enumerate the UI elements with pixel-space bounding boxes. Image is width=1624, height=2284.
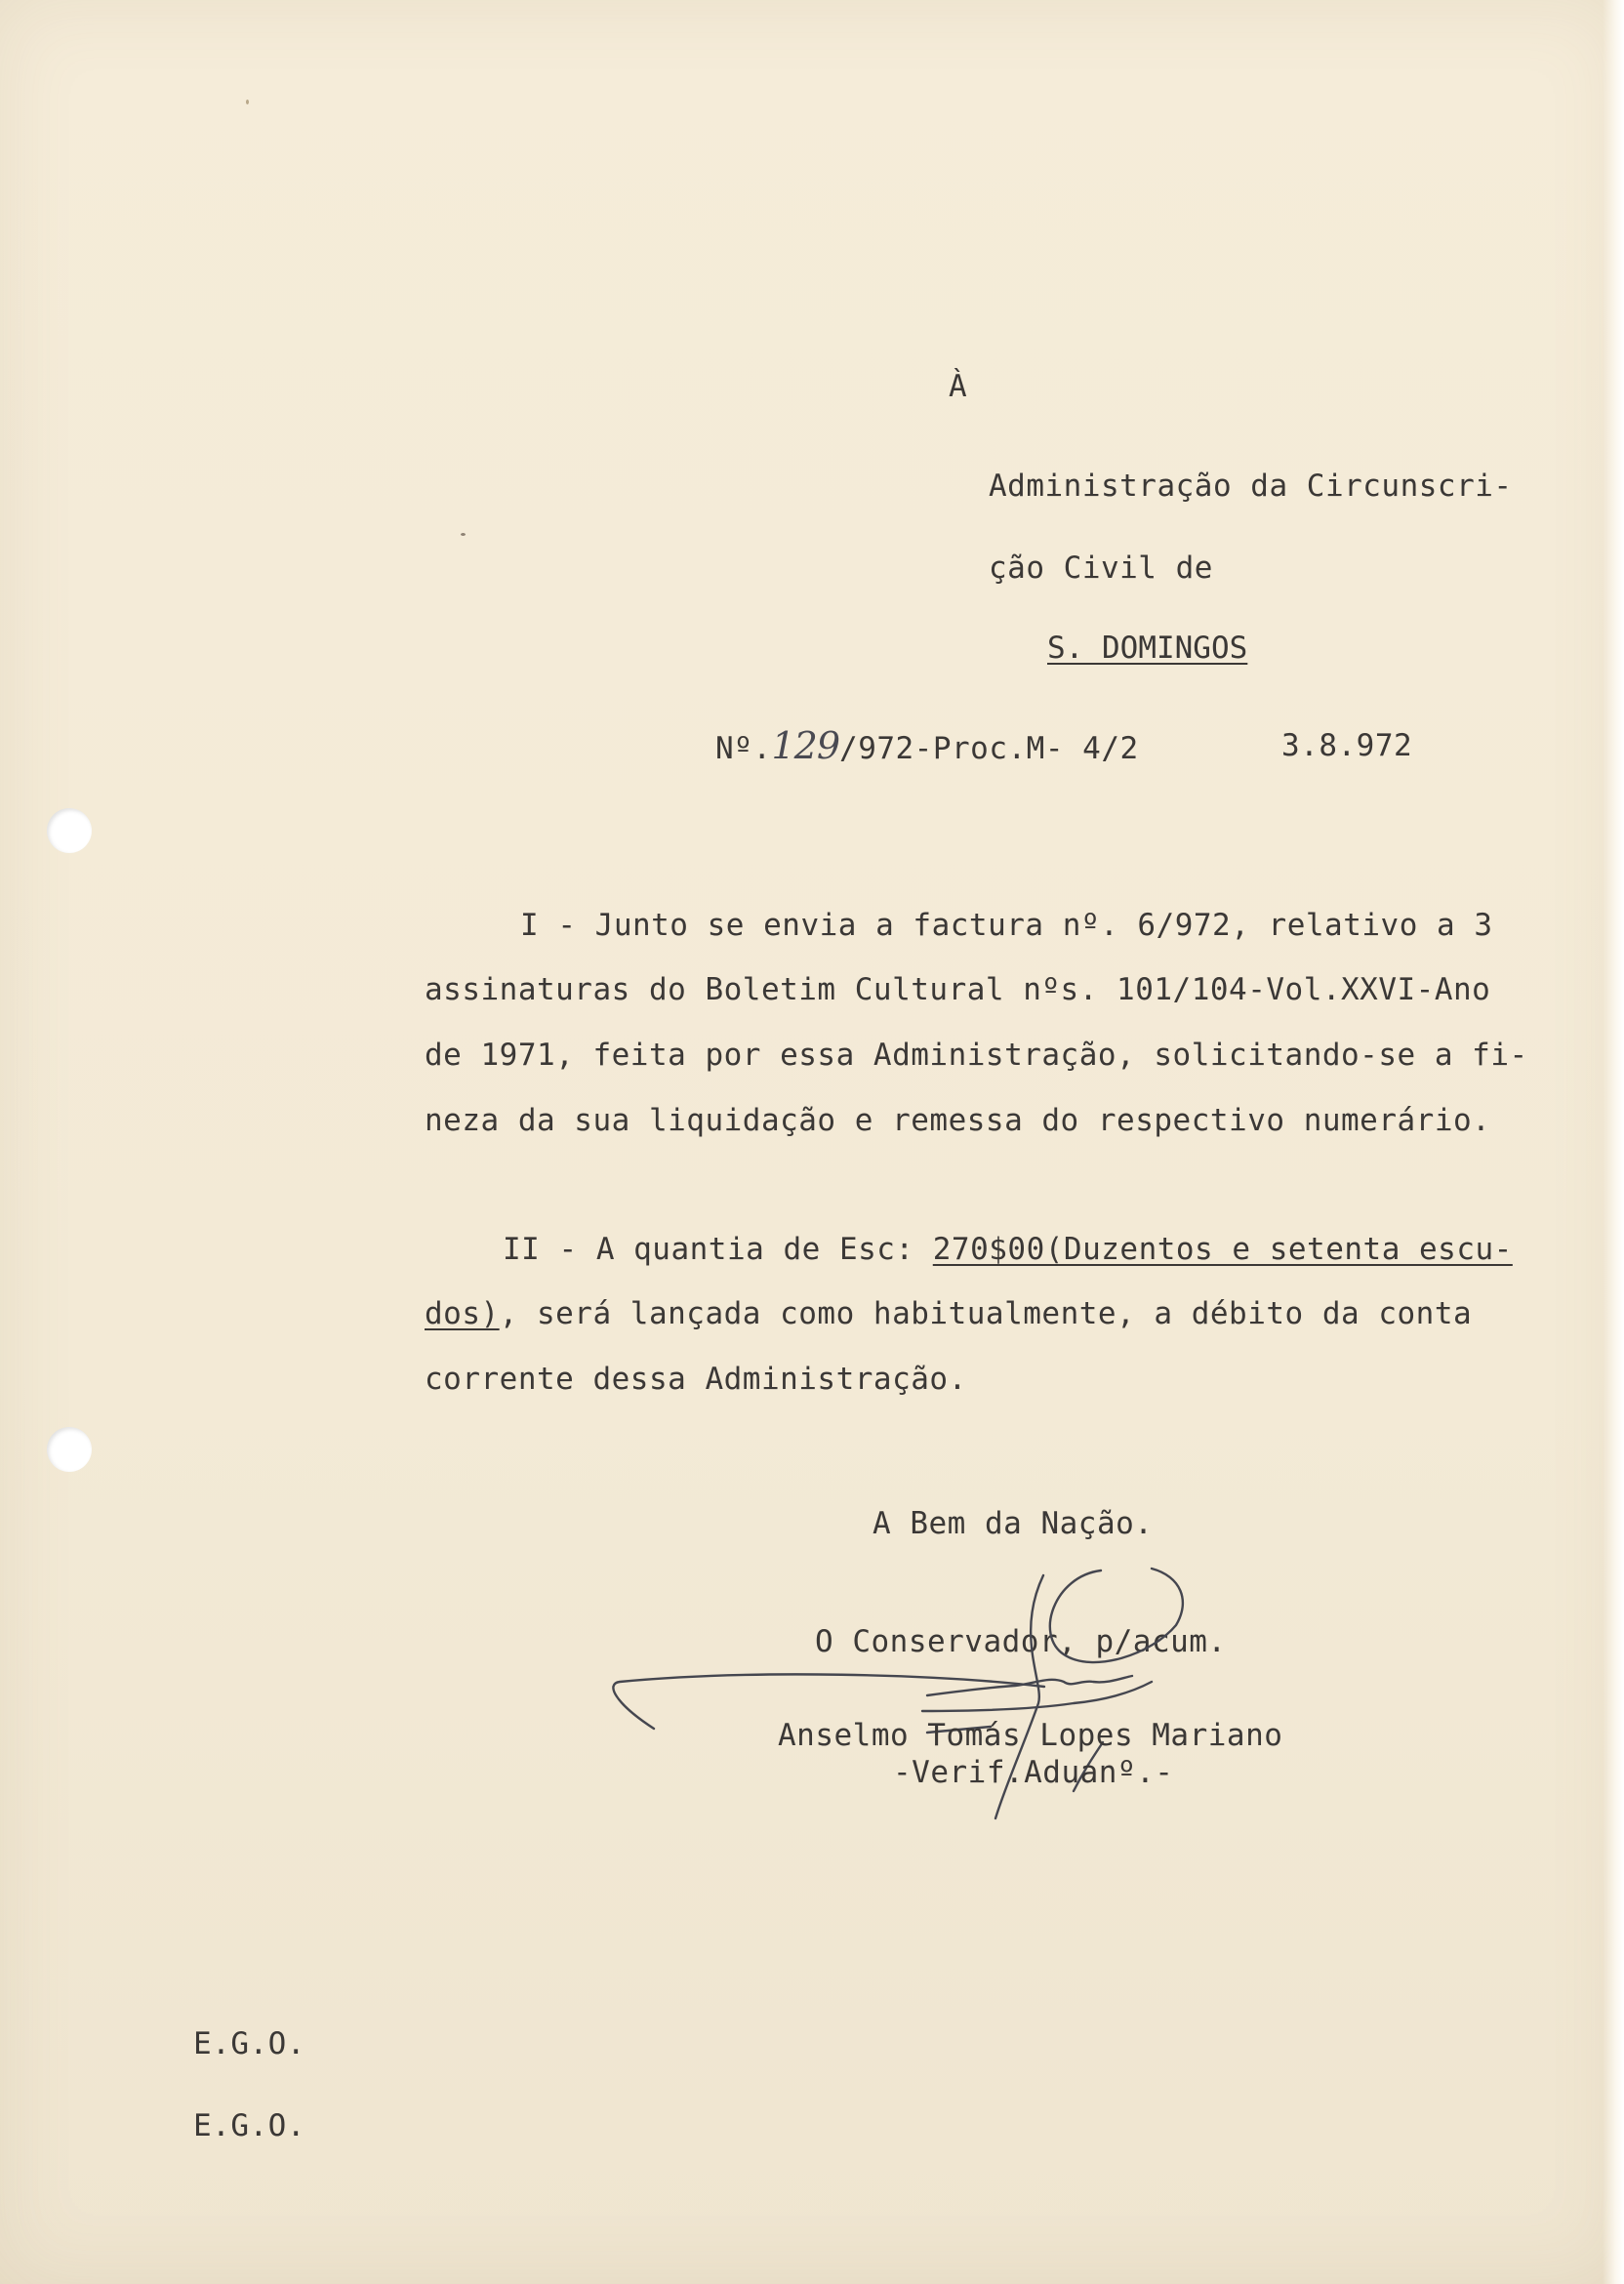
paper-speck [461, 533, 466, 536]
reference-line [715, 724, 1139, 767]
addressee-prefix: À [949, 369, 968, 404]
paragraph-2-line-1 [503, 1232, 1513, 1267]
closing-phrase: A Bem da Nação. [873, 1506, 1154, 1541]
paragraph-1-line-3: de 1971, feita por essa Administração, solicitando-se a fi- [425, 1038, 1528, 1073]
paragraph-1-line-2: assinaturas do Boletim Cultural nºs. 101/104-Vol.XXVI-Ano [425, 972, 1491, 1007]
paragraph-1-line-1: I - Junto se envia a factura nº. 6/972, relativo a 3 [520, 908, 1493, 943]
paragraph-2-line-2-rest: , será lançada como habitualmente, a débito da conta [499, 1296, 1473, 1331]
handwritten-signature [605, 1557, 1230, 1850]
amount-underlined-end: dos) [425, 1296, 500, 1331]
paragraph-2-line-2 [425, 1296, 1472, 1331]
addressee-place: S. DOMINGOS [1047, 631, 1248, 666]
signatory-name: Anselmo Tomás Lopes Mariano [778, 1718, 1283, 1753]
footer-code-1: E.G.O. [193, 2026, 305, 2061]
amount-underlined: 270$00(Duzentos e setenta escu- [932, 1232, 1513, 1267]
footer-code-2: E.G.O. [193, 2108, 305, 2143]
paragraph-2-start: II - A quantia de Esc: [503, 1232, 933, 1267]
letter-date: 3.8.972 [1281, 728, 1413, 763]
punch-hole-top [47, 808, 92, 853]
paragraph-2-line-3: corrente dessa Administração. [425, 1362, 967, 1397]
paper-edge [1603, 0, 1624, 2284]
addressee-line-2: ção Civil de [989, 551, 1213, 586]
reference-rest: /972-Proc.M- 4/2 [839, 731, 1139, 766]
signature-title: O Conservador, p/acum. [815, 1624, 1227, 1659]
paper-speck [246, 100, 249, 104]
paragraph-1-line-4: neza da sua liquidação e remessa do respectivo numerário. [425, 1103, 1491, 1138]
punch-hole-bottom [47, 1427, 92, 1472]
signatory-role: -Verif.Aduanº.- [893, 1755, 1174, 1790]
reference-handwritten: 129 [771, 724, 840, 767]
addressee-line-1: Administração da Circunscri- [989, 469, 1513, 504]
reference-label: Nº. [715, 731, 772, 766]
